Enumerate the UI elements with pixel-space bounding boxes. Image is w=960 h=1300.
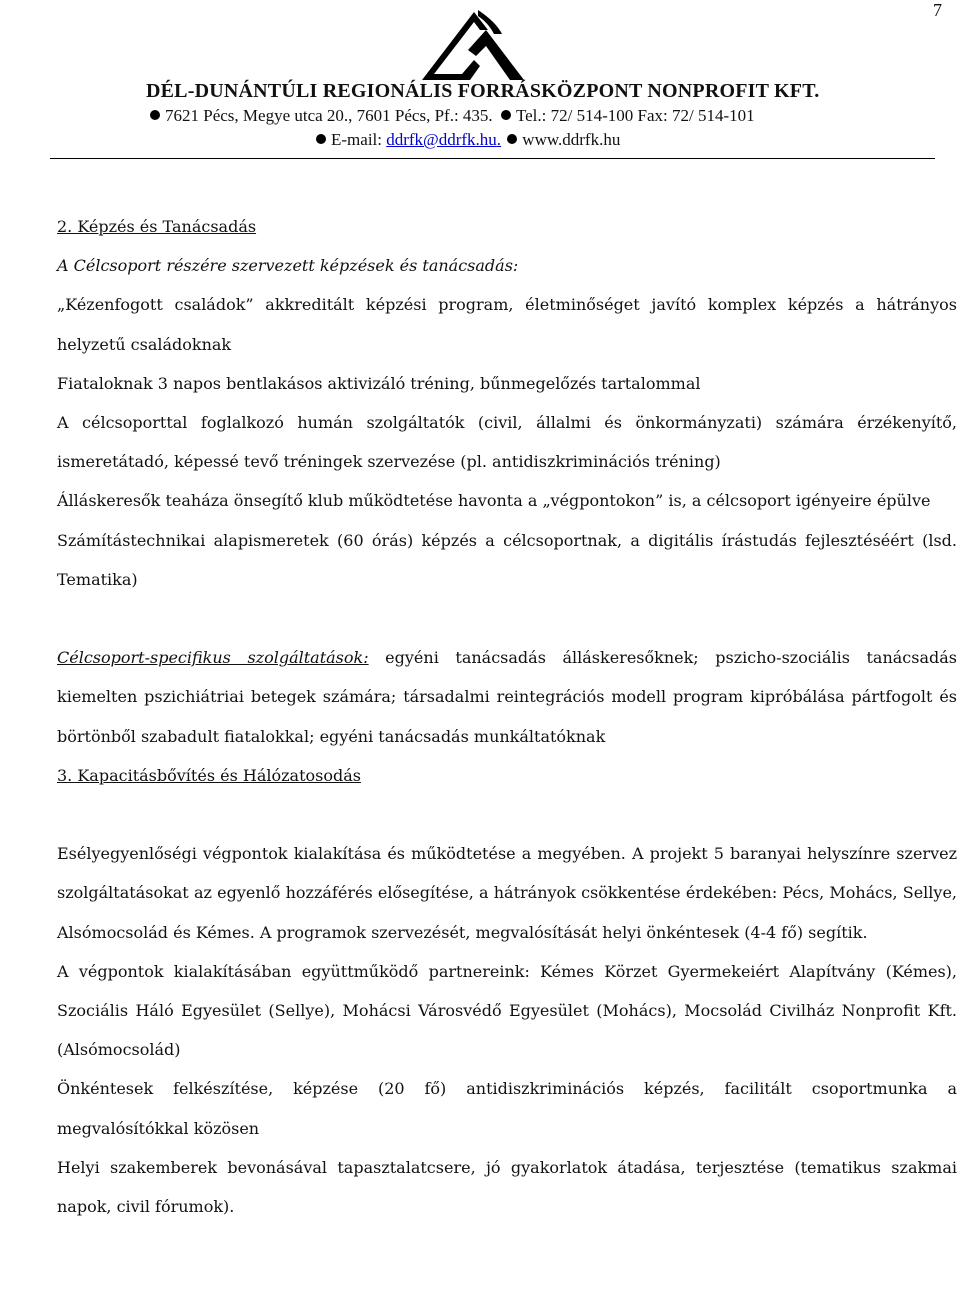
- section-3-heading: 3. Kapacitásbővítés és Hálózatosodás: [57, 765, 361, 785]
- section-3-paragraph: Esélyegyenlőségi végpontok kialakítása és működtetése a megyében. A projekt 5 baranyai helyszínre szervez szolgáltatásokat az egyenlő hozzáférés elősegítése, a hátrányok csökkentése érdekében: Pécs, Mohács, Sellye, Alsómocsolád és Kémes. A programok szervezését, megvalósítását helyi önkéntesek (4-4 fő) segítik.: [57, 844, 957, 942]
- page-body: [57, 207, 957, 1226]
- bullet-icon: [316, 134, 326, 144]
- email-separator: .: [496, 130, 502, 149]
- website[interactable]: www.ddrfk.hu: [522, 130, 621, 149]
- spacer: [57, 599, 957, 638]
- training-item: „Kézenfogott családok” akkreditált képzési program, életminőséget javító komplex képzés a hátrányos helyzetű családoknak: [57, 295, 957, 354]
- training-item: Álláskeresők teaháza önsegítő klub működtetése havonta a „végpontokon” is, a célcsoport igényeire épülve: [57, 491, 931, 511]
- specific-services-paragraph: [57, 638, 957, 756]
- logo: [418, 4, 528, 82]
- specific-services-text: egyéni tanácsadás álláskeresőknek; pszicho-szociális tanácsadás kiemelten pszichiátriai betegek számára; társadalmi reintegrációs modell program kipróbálása pártfogolt és börtönből szabadult fiatalokkal; egyéni tanácsadás munkáltatóknak: [57, 648, 957, 746]
- section-3-paragraph: Helyi szakemberek bevonásával tapasztalatcsere, jó gyakorlatok átadása, terjesztése (tematikus szakmai napok, civil fórumok).: [57, 1157, 957, 1217]
- training-item: Számítástechnikai alapismeretek (60 órás) képzés a célcsoportnak, a digitális írástudás fejlesztéséért (lsd. Tematika): [57, 530, 957, 589]
- section-3-paragraph: A végpontok kialakításában együttműködő partnereink: Kémes Körzet Gyermekeiért Alapítvány (Kémes), Szociális Háló Egyesület (Sellye), Mohácsi Városvédő Egyesület (Mohács), Mocsolád Civilház Nonprofit Kft. (Alsómocsolád): [57, 961, 957, 1060]
- spacer: [57, 795, 957, 834]
- section-2-subtitle: A Célcsoport részére szervezett képzések és tanácsadás:: [57, 256, 519, 276]
- header-divider: [50, 158, 935, 159]
- header-contact-line: [0, 106, 960, 126]
- training-item: Fiataloknak 3 napos bentlakásos aktivizáló tréning, bűnmegelőzés tartalommal: [57, 373, 701, 393]
- section-2-heading: 2. Képzés és Tanácsadás: [57, 217, 257, 236]
- address: 7621 Pécs, Megye utca 20., 7601 Pécs, Pf.: 435.: [165, 106, 493, 125]
- bullet-icon: [150, 110, 160, 120]
- header-web-line: [0, 130, 960, 150]
- phone: Tel.: 72/ 514-100 Fax: 72/ 514-101: [515, 106, 755, 125]
- specific-services-label: Célcsoport-specifikus szolgáltatások:: [57, 648, 369, 668]
- drfk-triangle-logo-icon: [418, 4, 528, 82]
- section-3-paragraph: Önkéntesek felkészítése, képzése (20 fő) antidiszkriminációs képzés, facilitált csoportmunka a megvalósítókkal közösen: [57, 1079, 957, 1138]
- bullet-icon: [507, 134, 517, 144]
- email-link[interactable]: ddrfk@ddrfk.hu: [386, 130, 497, 149]
- page-number: 7: [933, 0, 942, 20]
- training-item: A célcsoporttal foglalkozó humán szolgáltatók (civil, állalmi és önkormányzati) számára érzékenyítő, ismeretátadó, képessé tevő tréningek szervezése (pl. antidiszkriminációs tréning): [57, 413, 957, 472]
- email-label: E-mail:: [331, 130, 382, 149]
- bullet-icon: [501, 110, 511, 120]
- org-name: DÉL-DUNÁNTÚLI REGIONÁLIS FORRÁSKÖZPONT NONPROFIT KFT.: [146, 80, 820, 102]
